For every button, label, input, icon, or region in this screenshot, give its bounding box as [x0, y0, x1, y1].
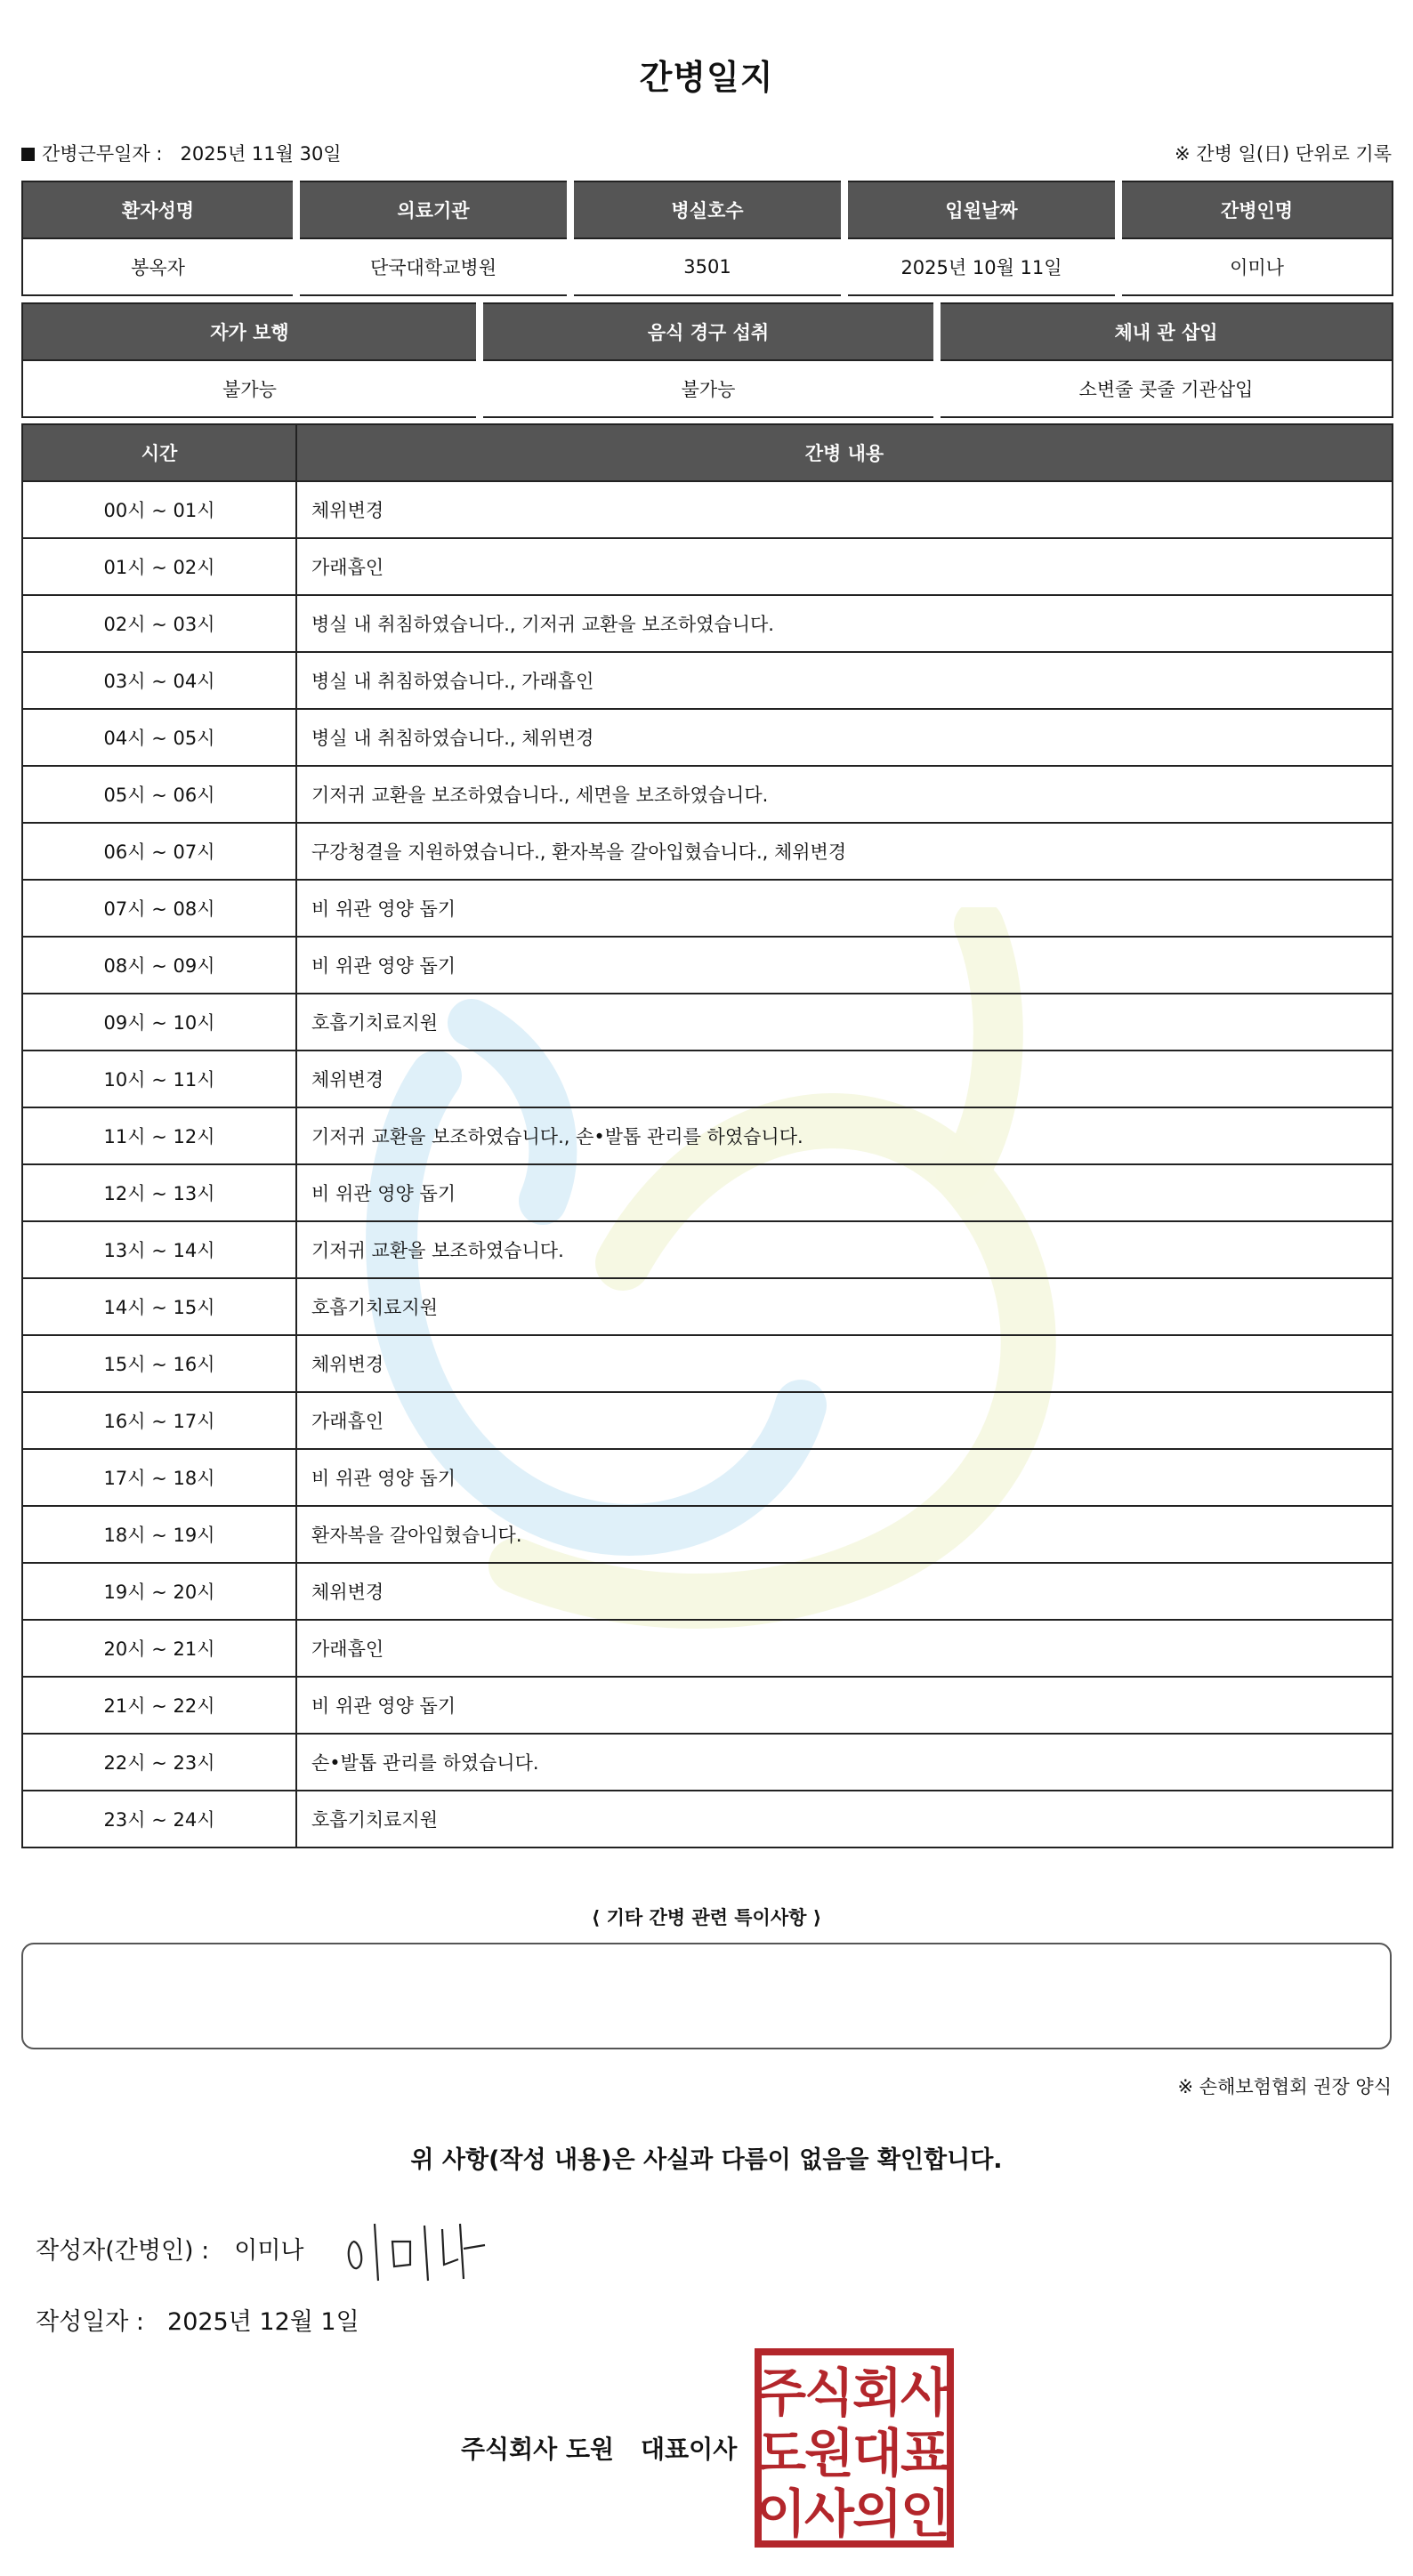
- table-row: [22, 1278, 1393, 1335]
- table-row: [22, 1164, 1393, 1221]
- table-row: [22, 1620, 1393, 1677]
- log-time-cell: 09시 ~ 10시: [22, 994, 296, 1051]
- log-content-cell: 기저귀 교환을 보조하였습니다.: [296, 1221, 1393, 1278]
- log-content-cell: 호흡기치료지원: [296, 1791, 1393, 1847]
- log-content-cell: 체위변경: [296, 1563, 1393, 1620]
- log-time-cell: 01시 ~ 02시: [22, 538, 296, 595]
- log-content-cell: 손•발톱 관리를 하였습니다.: [296, 1734, 1393, 1791]
- seal-char: 식: [803, 2363, 855, 2423]
- log-time-cell: 14시 ~ 15시: [22, 1278, 296, 1335]
- log-header-content: 간병 내용: [296, 424, 1393, 481]
- log-time-cell: 12시 ~ 13시: [22, 1164, 296, 1221]
- written-date-line: [36, 2302, 359, 2337]
- patient-name-value: 봉옥자: [22, 238, 296, 295]
- seal-char: 이: [755, 2483, 807, 2544]
- log-time-cell: 03시 ~ 04시: [22, 652, 296, 709]
- hospital-value: 단국대학교병원: [296, 238, 570, 295]
- handwritten-signature: [343, 2215, 494, 2286]
- oral-intake-value: 불가능: [480, 360, 937, 417]
- work-date-value: 2025년 11월 30일: [180, 143, 342, 165]
- log-time-cell: 21시 ~ 22시: [22, 1677, 296, 1734]
- daily-note: ※ 간병 일(日) 단위로 기록: [1175, 143, 1392, 165]
- log-time-cell: 22시 ~ 23시: [22, 1734, 296, 1791]
- association-note: ※ 손해보험협회 권장 양식: [1177, 2076, 1392, 2097]
- log-time-cell: 08시 ~ 09시: [22, 937, 296, 994]
- writer-label: 작성자(간병인) :: [36, 2237, 210, 2265]
- table-row: [22, 1392, 1393, 1449]
- table-row: [22, 937, 1393, 994]
- log-time-cell: 18시 ~ 19시: [22, 1506, 296, 1563]
- remarks-title: ⟨ 기타 간병 관련 특이사항 ⟩: [591, 1907, 822, 1928]
- table-row: [22, 1221, 1393, 1278]
- table-row: [22, 880, 1393, 937]
- log-time-cell: 17시 ~ 18시: [22, 1449, 296, 1506]
- patient-header-caregiver: 간병인명: [1118, 181, 1393, 238]
- table-row: [22, 1449, 1393, 1506]
- writer-line: [36, 2231, 304, 2266]
- log-content-cell: 체위변경: [296, 1335, 1393, 1392]
- log-time-cell: 13시 ~ 14시: [22, 1221, 296, 1278]
- table-row: [22, 994, 1393, 1051]
- table-row: [22, 1506, 1393, 1563]
- table-row: [22, 709, 1393, 766]
- square-bullet-icon: [21, 148, 35, 161]
- patient-status-table: [21, 302, 1393, 418]
- log-time-cell: 00시 ~ 01시: [22, 481, 296, 538]
- log-content-cell: 가래흡인: [296, 1620, 1393, 1677]
- status-header-tube: 체내 관 삽입: [937, 303, 1393, 360]
- log-time-cell: 07시 ~ 08시: [22, 880, 296, 937]
- company-seal-stamp: [755, 2348, 954, 2548]
- table-row: [22, 652, 1393, 709]
- seal-char: 대: [852, 2423, 903, 2483]
- written-date-value: 2025년 12월 1일: [167, 2308, 359, 2336]
- log-content-cell: 병실 내 취침하였습니다., 기저귀 교환을 보조하였습니다.: [296, 595, 1393, 652]
- room-value: 3501: [570, 238, 844, 295]
- log-content-cell: 환자복을 갈아입혔습니다.: [296, 1506, 1393, 1563]
- log-content-cell: 병실 내 취침하였습니다., 체위변경: [296, 709, 1393, 766]
- seal-char: 주: [755, 2363, 807, 2423]
- patient-info-table: [21, 181, 1393, 296]
- table-row: [22, 538, 1393, 595]
- written-date-label: 작성일자 :: [36, 2308, 145, 2336]
- caregiver-name-value: 이미나: [1118, 238, 1393, 295]
- log-content-cell: 병실 내 취침하였습니다., 가래흡인: [296, 652, 1393, 709]
- log-time-cell: 06시 ~ 07시: [22, 823, 296, 880]
- log-time-cell: 10시 ~ 11시: [22, 1051, 296, 1107]
- ceo-title: 대표이사: [641, 2435, 738, 2464]
- table-row: [22, 481, 1393, 538]
- remarks-box: [21, 1943, 1392, 2049]
- table-row: [22, 766, 1393, 823]
- table-row: [22, 1734, 1393, 1791]
- seal-char: 회: [852, 2363, 903, 2423]
- log-content-cell: 기저귀 교환을 보조하였습니다., 세면을 보조하였습니다.: [296, 766, 1393, 823]
- table-row: [22, 1791, 1393, 1847]
- care-log-rows: [22, 481, 1393, 1847]
- patient-header-room: 병실호수: [570, 181, 844, 238]
- table-row: [22, 1107, 1393, 1164]
- log-content-cell: 구강청결을 지원하였습니다., 환자복을 갈아입혔습니다., 체위변경: [296, 823, 1393, 880]
- seal-char: 사: [900, 2363, 951, 2423]
- table-row: [22, 1677, 1393, 1734]
- status-header-walking: 자가 보행: [22, 303, 480, 360]
- log-time-cell: 05시 ~ 06시: [22, 766, 296, 823]
- patient-header-admission: 입원날짜: [844, 181, 1118, 238]
- log-content-cell: 체위변경: [296, 1051, 1393, 1107]
- status-header-oral-intake: 음식 경구 섭취: [480, 303, 937, 360]
- log-time-cell: 04시 ~ 05시: [22, 709, 296, 766]
- seal-char: 인: [900, 2483, 951, 2544]
- seal-char: 원: [803, 2423, 855, 2483]
- table-row: [22, 1563, 1393, 1620]
- work-date-label: 간병근무일자 :: [42, 143, 163, 165]
- admission-date-value: 2025년 10월 11일: [844, 238, 1118, 295]
- company-name: 주식회사 도원: [461, 2435, 615, 2464]
- log-content-cell: 비 위관 영양 돕기: [296, 880, 1393, 937]
- table-row: [22, 1051, 1393, 1107]
- company-line: [461, 2430, 737, 2466]
- log-content-cell: 체위변경: [296, 481, 1393, 538]
- log-header-time: 시간: [22, 424, 296, 481]
- writer-name: 이미나: [234, 2237, 304, 2265]
- document-title: 간병일지: [639, 58, 774, 97]
- log-time-cell: 16시 ~ 17시: [22, 1392, 296, 1449]
- log-time-cell: 02시 ~ 03시: [22, 595, 296, 652]
- log-time-cell: 11시 ~ 12시: [22, 1107, 296, 1164]
- patient-header-name: 환자성명: [22, 181, 296, 238]
- log-content-cell: 기저귀 교환을 보조하였습니다., 손•발톱 관리를 하였습니다.: [296, 1107, 1393, 1164]
- table-row: [22, 595, 1393, 652]
- table-row: [22, 1335, 1393, 1392]
- walking-value: 불가능: [22, 360, 480, 417]
- log-content-cell: 비 위관 영양 돕기: [296, 1449, 1393, 1506]
- work-date-line: [21, 140, 342, 166]
- log-time-cell: 23시 ~ 24시: [22, 1791, 296, 1847]
- seal-char: 사: [803, 2483, 855, 2544]
- log-content-cell: 호흡기치료지원: [296, 1278, 1393, 1335]
- log-content-cell: 비 위관 영양 돕기: [296, 937, 1393, 994]
- seal-char: 표: [900, 2423, 951, 2483]
- seal-char: 의: [852, 2483, 903, 2544]
- log-content-cell: 가래흡인: [296, 1392, 1393, 1449]
- care-log-table: [21, 423, 1393, 1848]
- seal-char: 도: [755, 2423, 807, 2483]
- tube-value: 소변줄 콧줄 기관삽입: [937, 360, 1393, 417]
- log-time-cell: 15시 ~ 16시: [22, 1335, 296, 1392]
- log-content-cell: 비 위관 영양 돕기: [296, 1164, 1393, 1221]
- log-time-cell: 20시 ~ 21시: [22, 1620, 296, 1677]
- patient-header-hospital: 의료기관: [296, 181, 570, 238]
- table-row: [22, 823, 1393, 880]
- confirmation-statement: 위 사항(작성 내용)은 사실과 다름이 없음을 확인합니다.: [410, 2146, 1003, 2174]
- log-content-cell: 비 위관 영양 돕기: [296, 1677, 1393, 1734]
- log-time-cell: 19시 ~ 20시: [22, 1563, 296, 1620]
- log-content-cell: 가래흡인: [296, 538, 1393, 595]
- log-content-cell: 호흡기치료지원: [296, 994, 1393, 1051]
